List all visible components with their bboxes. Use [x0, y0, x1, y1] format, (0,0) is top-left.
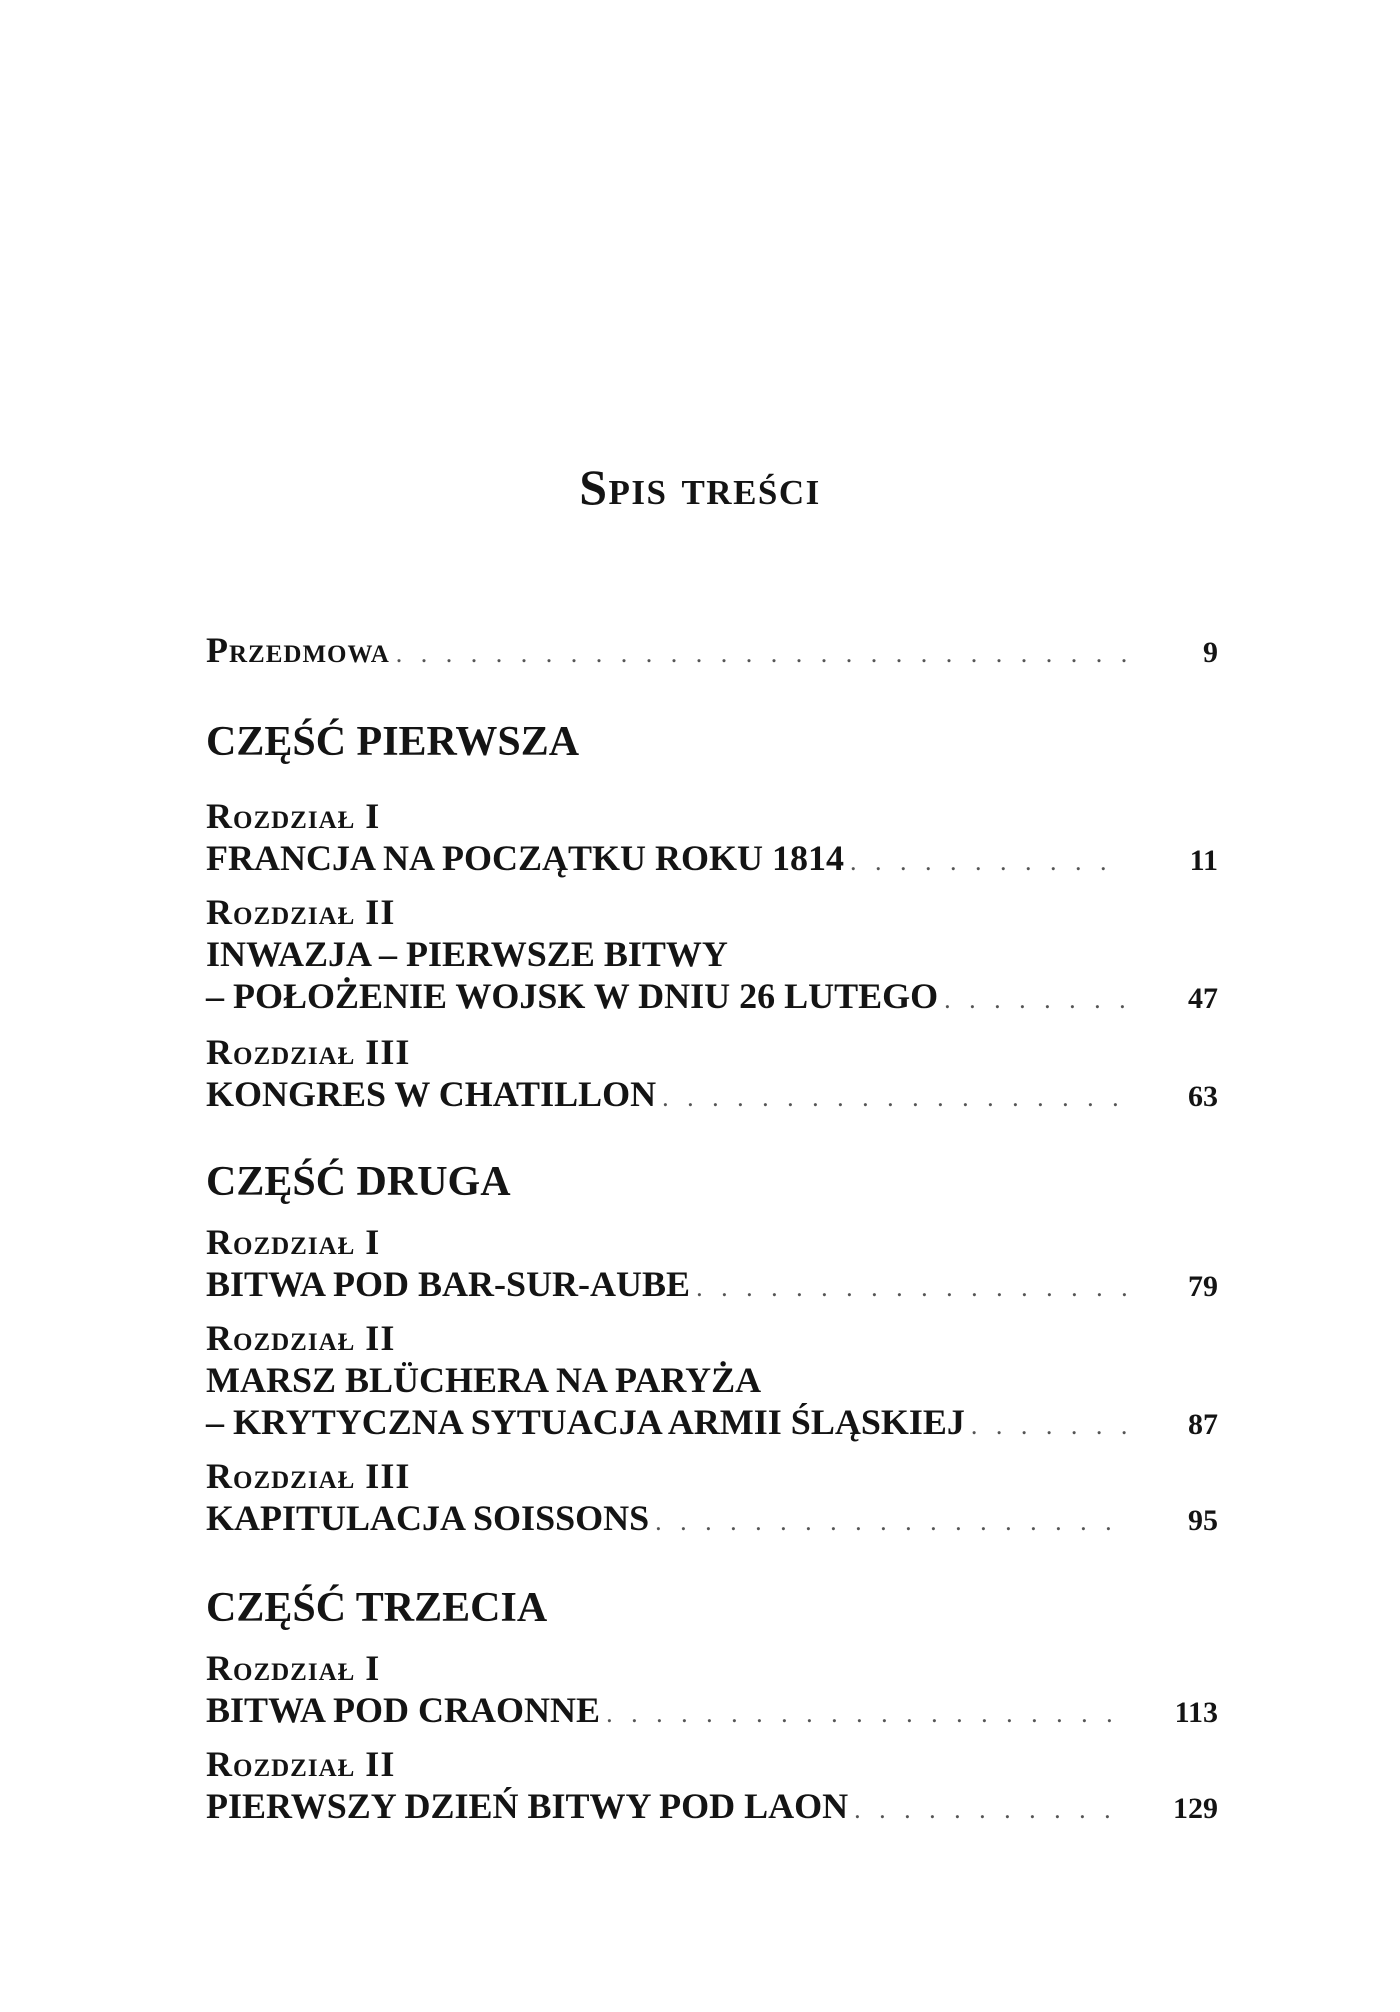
toc-entry[interactable]: [206, 1400, 1218, 1444]
chapter-label: Rozdział II: [206, 1318, 396, 1358]
part-heading: CZĘŚĆ PIERWSZA: [206, 719, 580, 765]
entry-title: – KRYTYCZNA SYTUACJA ARMII ŚLĄSKIEJ: [206, 1402, 965, 1442]
part-heading: CZĘŚĆ TRZECIA: [206, 1585, 548, 1631]
toc-entry[interactable]: [206, 1496, 1218, 1540]
toc-entry[interactable]: [206, 974, 1218, 1018]
chapter-label: Rozdział I: [206, 1648, 381, 1688]
toc-entry[interactable]: [206, 1262, 1218, 1306]
page-number: 9: [1203, 636, 1218, 669]
dot-leader: [396, 632, 1126, 676]
page-title: Spis treści: [579, 459, 821, 515]
chapter-label: Rozdział II: [206, 892, 396, 932]
toc-entry[interactable]: [206, 1688, 1218, 1732]
page-number: 47: [1188, 982, 1218, 1015]
table-of-contents: [206, 0, 1218, 2012]
toc-entry-preface[interactable]: [206, 628, 1218, 672]
dot-leader: [662, 1076, 1126, 1120]
page-number: 79: [1188, 1270, 1218, 1303]
chapter-label: Rozdział I: [206, 1222, 381, 1262]
page-number: 63: [1188, 1080, 1218, 1113]
entry-title: KAPITULACJA SOISSONS: [206, 1498, 650, 1538]
entry-title-line: MARSZ BLÜCHERA NA PARYŻA: [206, 1360, 762, 1400]
entry-title: FRANCJA NA POCZĄTKU ROKU 1814: [206, 838, 845, 878]
entry-title: BITWA POD CRAONNE: [206, 1690, 601, 1730]
dot-leader: [854, 1788, 1126, 1832]
dot-leader: [696, 1266, 1126, 1310]
page-number: 113: [1174, 1696, 1218, 1729]
dot-leader: [944, 978, 1126, 1022]
entry-title: – POŁOŻENIE WOJSK W DNIU 26 LUTEGO: [206, 976, 939, 1016]
chapter-label: Rozdział III: [206, 1456, 411, 1496]
dot-leader: [606, 1692, 1126, 1736]
page-number: 95: [1188, 1504, 1218, 1537]
entry-title: KONGRES W CHATILLON: [206, 1074, 657, 1114]
page-number: 11: [1189, 844, 1218, 877]
part-heading: CZĘŚĆ DRUGA: [206, 1159, 511, 1205]
page-number: 129: [1173, 1792, 1218, 1825]
entry-title: Przedmowa: [206, 630, 390, 670]
page-number: 87: [1188, 1408, 1218, 1441]
chapter-label: Rozdział II: [206, 1744, 396, 1784]
dot-leader: [850, 840, 1126, 884]
dot-leader: [655, 1500, 1126, 1544]
toc-entry[interactable]: [206, 836, 1218, 880]
dot-leader: [971, 1404, 1126, 1448]
entry-title-line: INWAZJA – PIERWSZE BITWY: [206, 934, 728, 974]
toc-entry[interactable]: [206, 1784, 1218, 1828]
chapter-label: Rozdział III: [206, 1032, 411, 1072]
chapter-label: Rozdział I: [206, 796, 381, 836]
entry-title: PIERWSZY DZIEŃ BITWY POD LAON: [206, 1786, 849, 1826]
entry-title: BITWA POD BAR-SUR-AUBE: [206, 1264, 691, 1304]
toc-entry[interactable]: [206, 1072, 1218, 1116]
